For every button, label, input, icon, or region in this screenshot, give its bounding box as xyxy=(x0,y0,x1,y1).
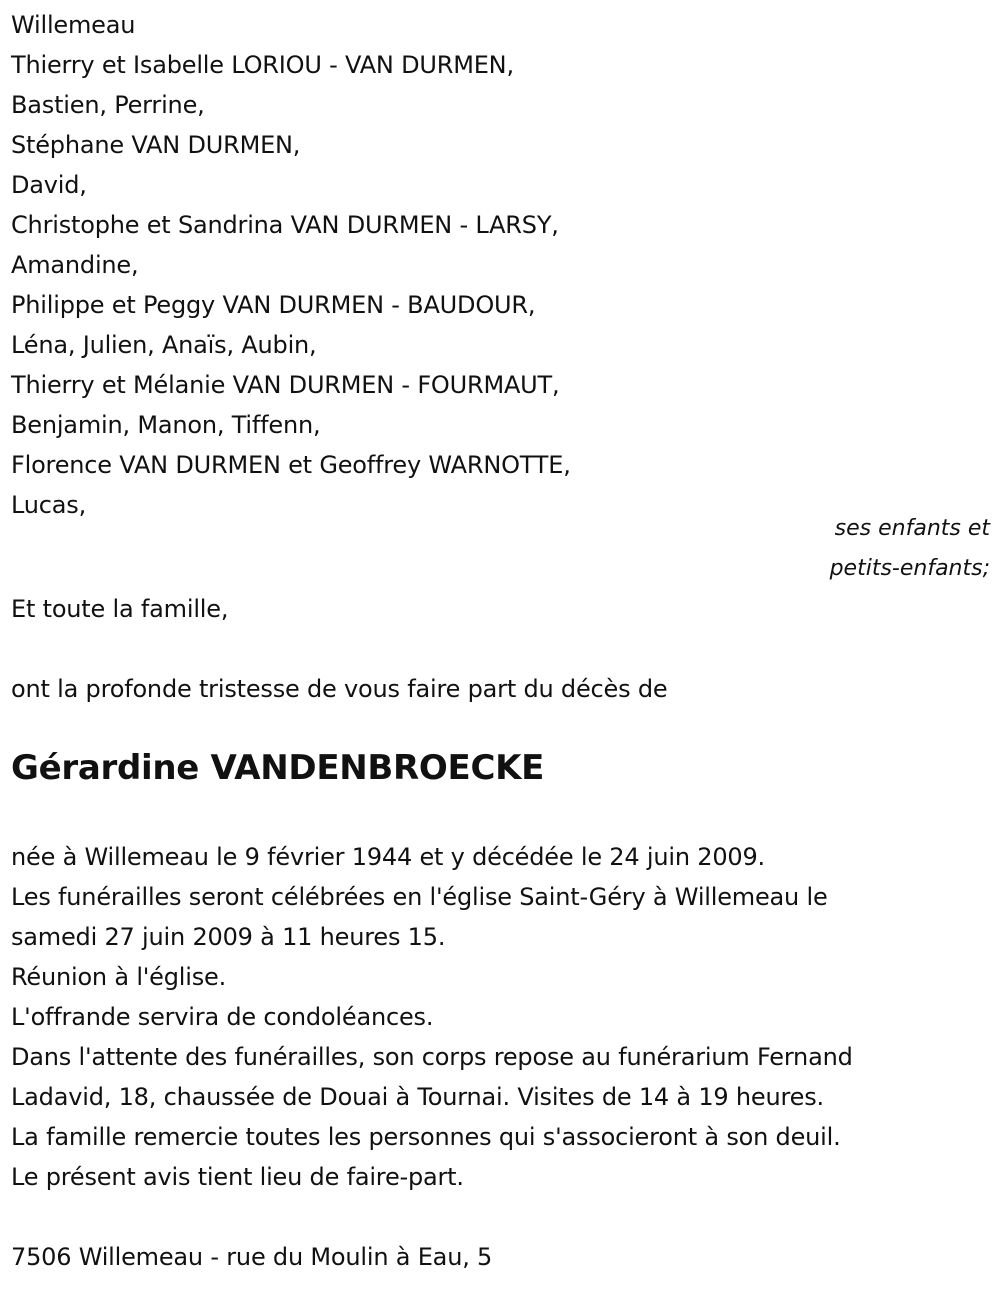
family-line: Benjamin, Manon, Tiffenn, xyxy=(11,411,321,439)
family-line: Lucas, xyxy=(11,491,86,519)
detail-line: La famille remercie toutes les personnes qui s'associeront à son deuil. xyxy=(11,1123,841,1151)
family-line: Léna, Julien, Anaïs, Aubin, xyxy=(11,331,317,359)
family-line: Christophe et Sandrina VAN DURMEN - LARSY, xyxy=(11,211,559,239)
family-line: Philippe et Peggy VAN DURMEN - BAUDOUR, xyxy=(11,291,536,319)
family-line: David, xyxy=(11,171,87,199)
address-line: 7506 Willemeau - rue du Moulin à Eau, 5 xyxy=(11,1243,493,1271)
detail-line: samedi 27 juin 2009 à 11 heures 15. xyxy=(11,923,446,951)
whole-family-line: Et toute la famille, xyxy=(11,595,229,623)
detail-line: Le présent avis tient lieu de faire-part. xyxy=(11,1163,464,1191)
relation-label: ses enfants et xyxy=(834,516,990,541)
detail-line: Dans l'attente des funérailles, son corps repose au funérarium Fernand xyxy=(11,1043,853,1071)
detail-line: Ladavid, 18, chaussée de Douai à Tournai. Visites de 14 à 19 heures. xyxy=(11,1083,824,1111)
family-line: Amandine, xyxy=(11,251,139,279)
family-line: Willemeau xyxy=(11,11,136,39)
deceased-name: Gérardine VANDENBROECKE xyxy=(11,748,545,788)
family-line: Thierry et Mélanie VAN DURMEN - FOURMAUT, xyxy=(11,371,560,399)
relation-label: petits-enfants; xyxy=(829,556,990,581)
detail-line: née à Willemeau le 9 février 1944 et y décédée le 24 juin 2009. xyxy=(11,843,765,871)
detail-line: L'offrande servira de condoléances. xyxy=(11,1003,434,1031)
announcement-text: ont la profonde tristesse de vous faire part du décès de xyxy=(11,675,668,703)
family-line: Thierry et Isabelle LORIOU - VAN DURMEN, xyxy=(11,51,514,79)
detail-line: Les funérailles seront célébrées en l'église Saint-Géry à Willemeau le xyxy=(11,883,828,911)
family-line: Bastien, Perrine, xyxy=(11,91,205,119)
family-line: Florence VAN DURMEN et Geoffrey WARNOTTE, xyxy=(11,451,571,479)
family-line: Stéphane VAN DURMEN, xyxy=(11,131,301,159)
detail-line: Réunion à l'église. xyxy=(11,963,227,991)
